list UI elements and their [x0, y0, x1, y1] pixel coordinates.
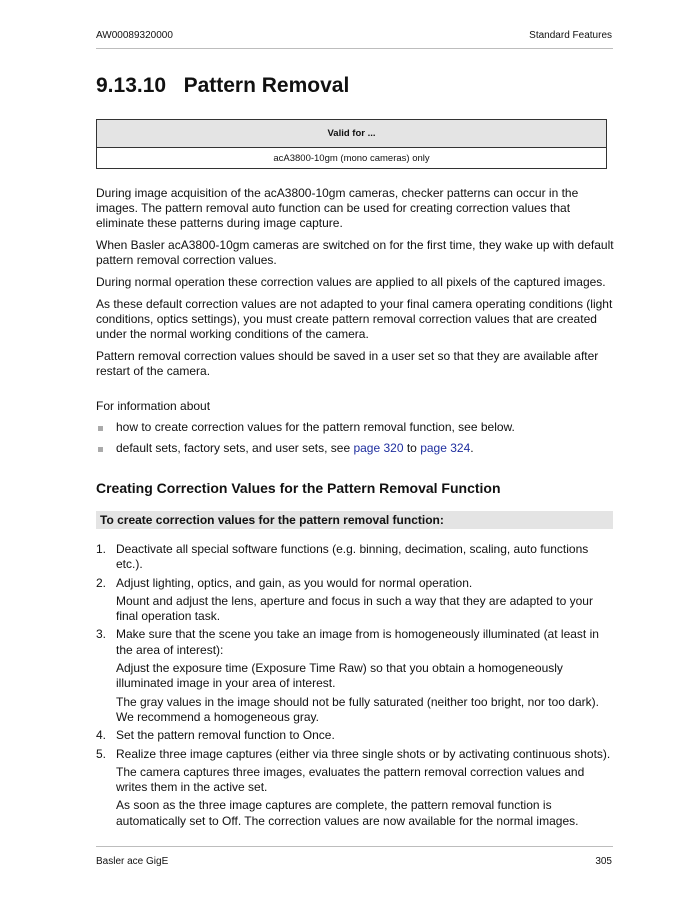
page-footer [96, 856, 612, 867]
step-2: 2. Adjust lighting, optics, and gain, as you would for normal operation. Mount and adjust the lens, aperture and focus in such a way that they are adapted to your final operation task. [96, 575, 593, 624]
step-4: 4. Set the pattern removal function to Once. [96, 728, 335, 743]
bullet-square-icon [98, 447, 103, 452]
page-title: 9.13.10 Pattern Removal [96, 74, 350, 97]
paragraph: During normal operation these correction values are applied to all pixels of the captured images. [96, 275, 606, 290]
steps-list [96, 542, 616, 832]
page-324-link[interactable]: page 324 [420, 441, 471, 455]
list-item: default sets, factory sets, and user sets, see page 320 to page 324. [96, 441, 616, 456]
valid-for-header: Valid for ... [97, 120, 607, 148]
intro-text [96, 186, 616, 386]
footer-divider [96, 846, 613, 847]
product-name: Basler ace GigE [96, 856, 169, 867]
info-list [96, 420, 616, 456]
bullet-square-icon [98, 426, 103, 431]
step-1: 1. Deactivate all special software functions (e.g. binning, decimation, scaling, auto functions etc.). [96, 542, 589, 572]
valid-for-table [96, 119, 607, 169]
paragraph: Pattern removal correction values should be saved in a user set so that they are available after restart of the camera. [96, 348, 599, 379]
info-intro: For information about [96, 399, 211, 413]
subheading: Creating Correction Values for the Pattern Removal Function [96, 480, 501, 496]
step-5: 5. Realize three image captures (either via three single shots or by activating continuous shots). The camera captures three images, evaluates the pattern removal correction values and writes them in the active set. As soon as the three image captures are complete, the pattern removal function is automatically set to Off. The correction values are now available for the normal images. [96, 746, 611, 828]
page-number: 305 [595, 856, 612, 867]
paragraph: During image acquisition of the acA3800-10gm cameras, checker patterns can occur in the images. The pattern removal auto function can be used for creating correction values that eliminate these patterns during image capture. [96, 186, 579, 231]
step-3: 3. Make sure that the scene you take an image from is homogeneously illuminated (at least in the area of interest): Adjust the exposure time (Exposure Time Raw) so that you obtain a homogeneously illuminated image in your area of interest. The gray values in the image should not be fully saturated (neither too bright, nor too dark). We recommend a homogeneous gray. [96, 627, 599, 724]
header-divider [96, 48, 613, 49]
section-name: Standard Features [529, 30, 612, 41]
page-header [96, 30, 612, 41]
paragraph: When Basler acA3800-10gm cameras are switched on for the first time, they wake up with default pattern removal correction values. [96, 238, 614, 268]
valid-for-row: acA3800-10gm (mono cameras) only [97, 148, 607, 169]
info-section [96, 399, 616, 462]
document-id: AW00089320000 [96, 30, 173, 41]
procedure-title: To create correction values for the pattern removal function: [96, 511, 613, 529]
page-320-link[interactable]: page 320 [353, 441, 404, 455]
list-item: how to create correction values for the pattern removal function, see below. [96, 420, 616, 435]
paragraph: As these default correction values are not adapted to your final camera operating conditions (light conditions, optics settings), you must create pattern removal correction values that are created under the normal working conditions of the camera. [96, 296, 613, 342]
